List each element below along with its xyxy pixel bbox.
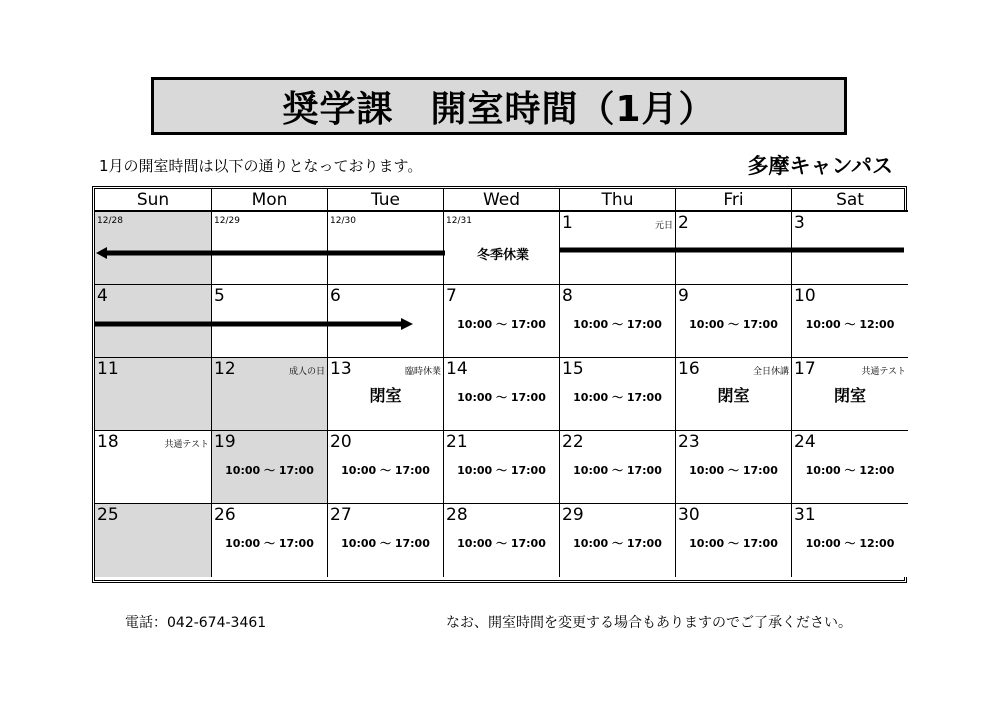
day-cell <box>444 285 560 358</box>
day-number: 18 <box>97 432 119 452</box>
day-number: 25 <box>97 505 119 525</box>
day-cell <box>328 212 444 285</box>
day-cell <box>95 285 212 358</box>
weekday-header: Mon <box>212 189 328 212</box>
opening-hours: 10:00 ～ 17:00 <box>689 537 778 550</box>
day-cell <box>328 358 444 431</box>
day-cell <box>328 431 444 504</box>
phone-number: 電話：042-674-3461 <box>125 615 267 631</box>
day-note: 臨時休業 <box>404 367 441 377</box>
day-note: 全日休講 <box>752 367 789 377</box>
day-cell <box>676 358 792 431</box>
opening-hours: 10:00 ～ 17:00 <box>573 464 662 477</box>
day-number: 21 <box>446 432 468 452</box>
day-number: 12/28 <box>97 216 123 226</box>
day-cell <box>676 212 792 285</box>
page-title: 奨学課 開室時間（1月） <box>151 77 847 135</box>
opening-hours: 10:00 ～ 17:00 <box>573 318 662 331</box>
day-number: 7 <box>446 286 457 306</box>
day-number: 14 <box>446 359 468 379</box>
day-number: 13 <box>330 359 352 379</box>
day-number: 12/31 <box>446 216 472 226</box>
opening-hours: 10:00 ～ 17:00 <box>457 537 546 550</box>
opening-hours: 10:00 ～ 17:00 <box>689 318 778 331</box>
closed-label: 閉室 <box>369 386 402 405</box>
opening-hours: 10:00 ～ 17:00 <box>225 464 314 477</box>
day-number: 2 <box>678 213 689 233</box>
day-cell <box>212 431 328 504</box>
closed-label: 閉室 <box>717 386 750 405</box>
notice-text: なお、開室時間を変更する場合もありますのでご了承ください。 <box>446 615 852 631</box>
opening-hours: 10:00 ～ 17:00 <box>457 318 546 331</box>
opening-hours: 10:00 ～ 17:00 <box>573 391 662 404</box>
day-number: 19 <box>214 432 236 452</box>
day-number: 16 <box>678 359 700 379</box>
day-number: 6 <box>330 286 341 306</box>
weekday-header: Sun <box>95 189 212 212</box>
day-number: 29 <box>562 505 584 525</box>
day-cell <box>212 504 328 577</box>
day-number: 12/29 <box>214 216 240 226</box>
closed-label: 閉室 <box>833 386 866 405</box>
day-note: 成人の日 <box>288 367 325 377</box>
opening-hours: 10:00 ～ 12:00 <box>805 537 895 550</box>
day-cell <box>560 358 676 431</box>
day-number: 8 <box>562 286 573 306</box>
day-cell <box>95 358 212 431</box>
opening-hours: 10:00 ～ 17:00 <box>573 537 662 550</box>
day-number: 11 <box>97 359 119 379</box>
day-cell <box>676 431 792 504</box>
day-number: 28 <box>446 505 468 525</box>
day-note: 元日 <box>654 221 673 231</box>
calendar <box>92 186 907 583</box>
weekday-header: Fri <box>676 189 792 212</box>
day-number: 26 <box>214 505 236 525</box>
opening-hours: 10:00 ～ 12:00 <box>805 318 895 331</box>
opening-hours: 10:00 ～ 17:00 <box>225 537 314 550</box>
day-cell <box>444 504 560 577</box>
day-cell <box>676 285 792 358</box>
day-cell <box>560 212 676 285</box>
day-cell <box>444 358 560 431</box>
day-cell <box>560 285 676 358</box>
day-cell <box>792 358 908 431</box>
weekday-header: Thu <box>560 189 676 212</box>
day-number: 23 <box>678 432 700 452</box>
day-cell <box>560 504 676 577</box>
day-cell <box>212 212 328 285</box>
day-number: 1 <box>562 213 573 233</box>
winter-break-label: 冬季休業 <box>447 244 559 263</box>
day-number: 30 <box>678 505 700 525</box>
weekday-header: Sat <box>792 189 908 212</box>
day-number: 4 <box>97 286 108 306</box>
opening-hours: 10:00 ～ 12:00 <box>805 464 895 477</box>
day-cell <box>792 431 908 504</box>
campus-name: 多摩キャンパス <box>747 154 893 178</box>
day-note: 共通テスト <box>164 440 209 450</box>
day-cell <box>792 504 908 577</box>
day-note: 共通テスト <box>861 367 906 377</box>
day-cell <box>95 431 212 504</box>
intro-text: 1月の開室時間は以下の通りとなっております。 <box>99 157 423 175</box>
opening-hours: 10:00 ～ 17:00 <box>341 464 430 477</box>
day-cell <box>444 431 560 504</box>
day-cell <box>560 431 676 504</box>
day-number: 5 <box>214 286 225 306</box>
day-cell <box>328 504 444 577</box>
day-number: 12/30 <box>330 216 356 226</box>
day-cell <box>212 358 328 431</box>
day-number: 27 <box>330 505 352 525</box>
day-cell <box>792 212 908 285</box>
day-cell <box>95 212 212 285</box>
day-cell <box>676 504 792 577</box>
day-number: 3 <box>794 213 805 233</box>
weekday-header: Tue <box>328 189 444 212</box>
day-cell <box>792 285 908 358</box>
day-number: 31 <box>794 505 816 525</box>
day-cell <box>212 285 328 358</box>
day-cell <box>328 285 444 358</box>
day-number: 20 <box>330 432 352 452</box>
opening-hours: 10:00 ～ 17:00 <box>341 537 430 550</box>
opening-hours: 10:00 ～ 17:00 <box>457 464 546 477</box>
opening-hours: 10:00 ～ 17:00 <box>457 391 546 404</box>
day-cell <box>95 504 212 577</box>
day-number: 17 <box>794 359 816 379</box>
day-number: 22 <box>562 432 584 452</box>
day-number: 9 <box>678 286 689 306</box>
weekday-header: Wed <box>444 189 560 212</box>
day-number: 24 <box>794 432 816 452</box>
day-number: 12 <box>214 359 236 379</box>
day-number: 15 <box>562 359 584 379</box>
opening-hours: 10:00 ～ 17:00 <box>689 464 778 477</box>
day-number: 10 <box>794 286 816 306</box>
